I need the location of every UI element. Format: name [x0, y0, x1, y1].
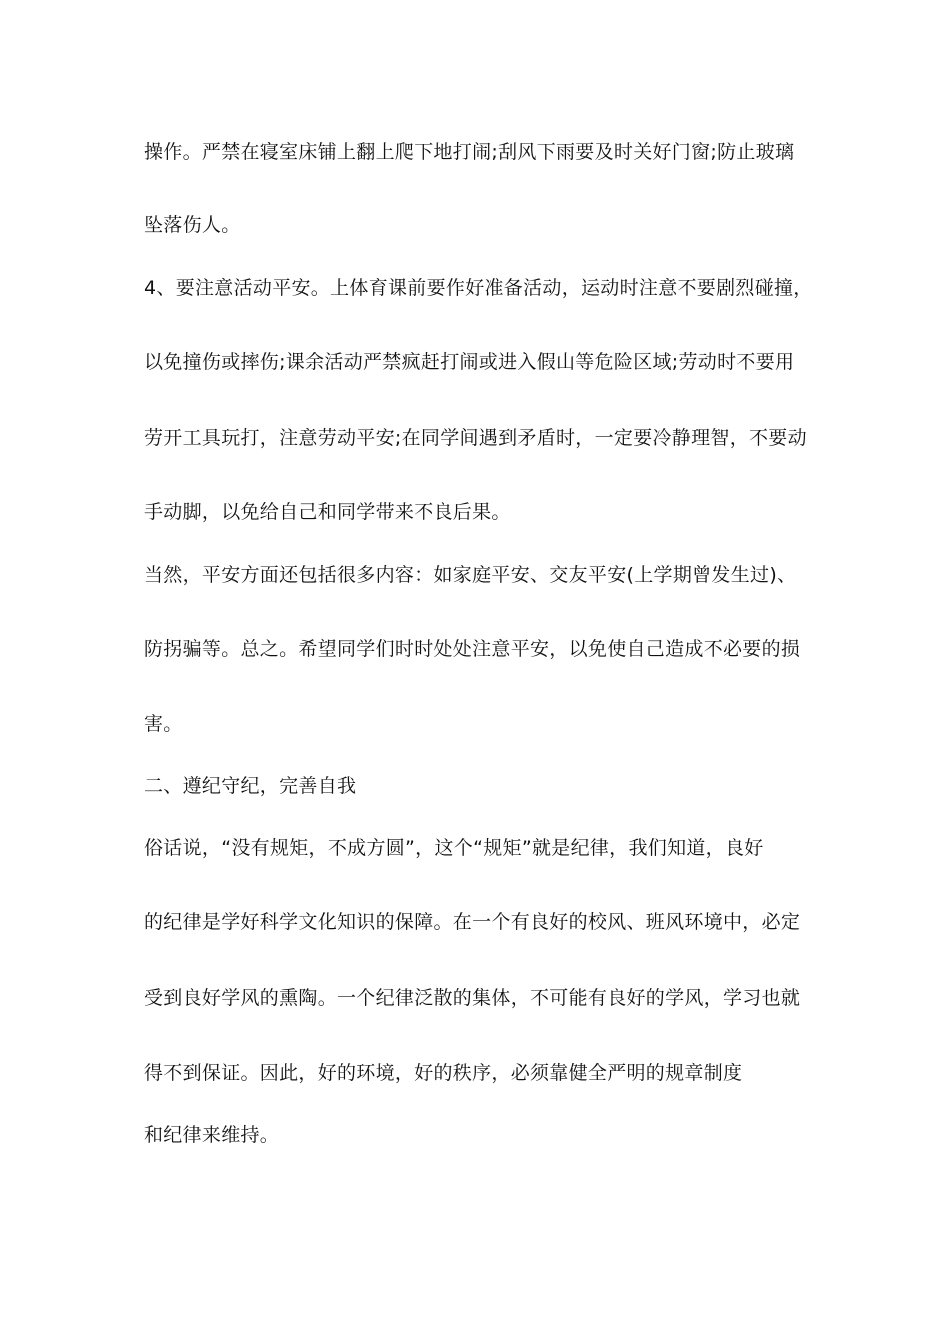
paragraph-line: 以免撞伤或摔伤;课余活动严禁疯赶打闹或进入假山等危险区域;劳动时不要用 — [144, 351, 795, 373]
paragraph-line: 受到良好学风的熏陶。一个纪律泛散的集体，不可能有良好的学风，学习也就 — [144, 987, 801, 1009]
paragraph-line: 当然，平安方面还包括很多内容：如家庭平安、交友平安(上学期曾发生过)、 — [144, 564, 797, 586]
paragraph-line: 和纪律来维持。 — [144, 1124, 280, 1146]
paragraph-line: 操作。严禁在寝室床铺上翻上爬下地打闹;刮风下雨要及时关好门窗;防止玻璃 — [144, 141, 795, 163]
paragraph-line: 防拐骗等。总之。希望同学们时时处处注意平安，以免使自己造成不必要的损 — [144, 638, 801, 660]
paragraph-line: 坠落伤人。 — [144, 214, 241, 236]
paragraph-line: 劳开工具玩打，注意劳动平安;在同学间遇到矛盾时，一定要冷静理智，不要动 — [144, 427, 807, 449]
paragraph-line: 手动脚，以免给自己和同学带来不良后果。 — [144, 501, 511, 523]
paragraph-line: 的纪律是学好科学文化知识的保障。在一个有良好的校风、班风环境中，必定 — [144, 911, 801, 933]
paragraph-line: 害。 — [144, 713, 183, 735]
paragraph-line: 得不到保证。因此，好的环境，好的秩序，必须靠健全严明的规章制度 — [144, 1062, 743, 1084]
paragraph-line: 4、要注意活动平安。上体育课前要作好准备活动，运动时注意不要剧烈碰撞， — [144, 277, 813, 299]
paragraph-line: 俗话说，“没有规矩，不成方圆”，这个“规矩”就是纪律，我们知道，良好 — [144, 837, 764, 859]
section-heading: 二、遵纪守纪，完善自我 — [144, 775, 357, 797]
